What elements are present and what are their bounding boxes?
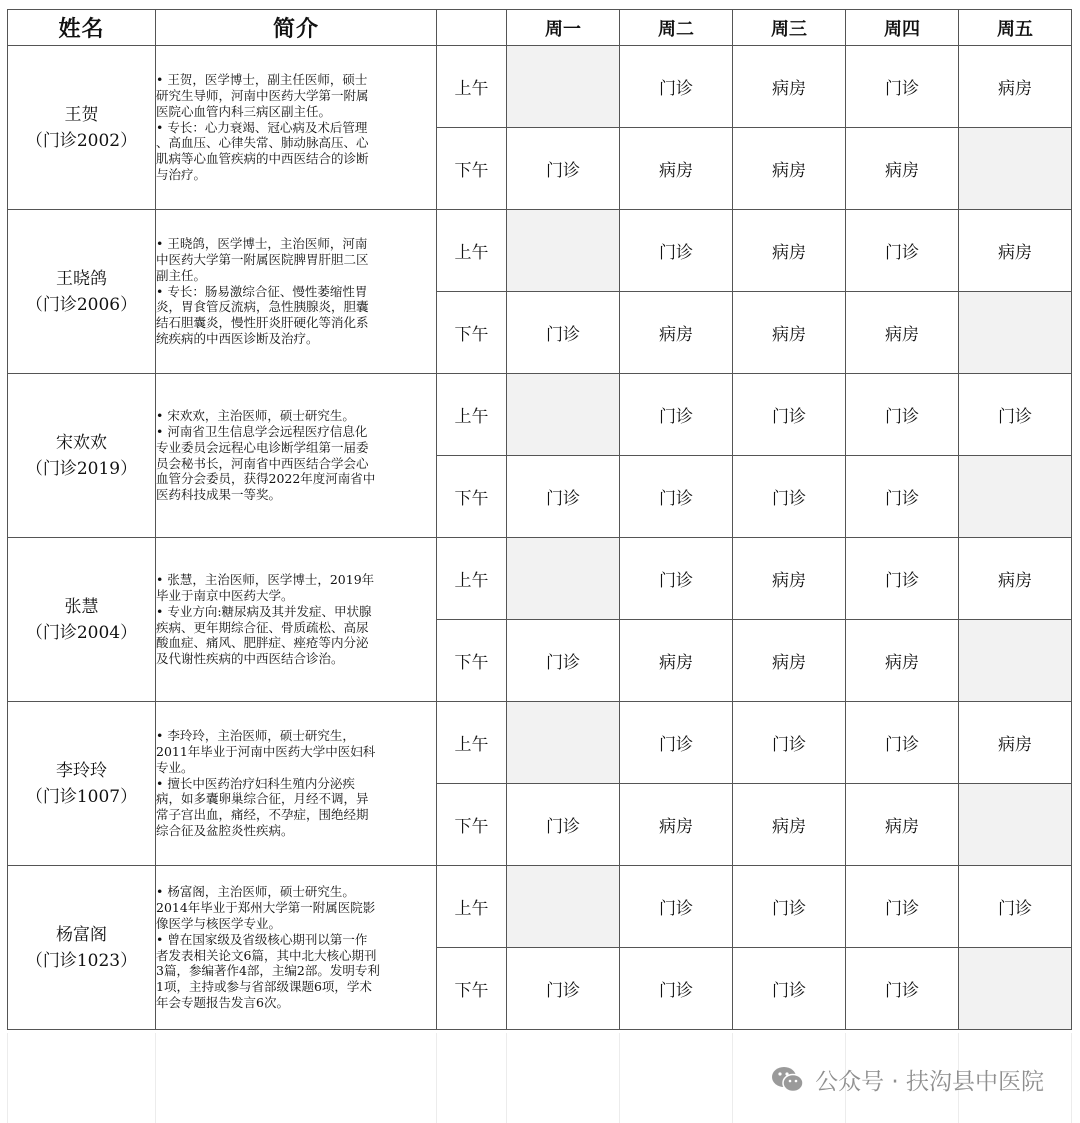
period-am: 上午: [437, 46, 507, 128]
intro-line: 2014年毕业于郑州大学第一附属医院影: [156, 900, 376, 916]
header-row: [8, 10, 1072, 46]
doctor-name: 杨富阁: [56, 924, 107, 945]
period-pm: 下午: [437, 784, 507, 866]
schedule-cell: 门诊: [507, 948, 620, 1030]
intro-line: 者发表相关论文6篇，其中北大核心期刊: [156, 947, 377, 963]
intro-line: 及代谢性疾病的中西医结合诊治。: [156, 651, 344, 667]
schedule-cell: [959, 456, 1072, 538]
doctor-room: （门诊2006）: [25, 294, 138, 315]
schedule-cell: 病房: [733, 210, 846, 292]
intro-line: 像医学与核医学专业。: [156, 915, 282, 931]
intro-line: 结石胆囊炎，慢性肝炎肝硬化等消化系: [156, 315, 369, 331]
schedule-cell: 门诊: [733, 948, 846, 1030]
doctor-room: （门诊2002）: [25, 130, 138, 151]
intro-line: • 专业方向:糖尿病及其并发症、甲状腺: [156, 603, 372, 619]
watermark-text: 公众号 · 扶沟县中医院: [815, 1069, 1044, 1095]
schedule-cell: 门诊: [846, 866, 959, 948]
intro-line: 酸血症、痛风、肥胖症、痤疮等内分泌: [156, 635, 369, 651]
doctor-room: （门诊2004）: [25, 622, 138, 643]
schedule-cell: [959, 128, 1072, 210]
wechat-icon: [771, 1065, 805, 1095]
header-day-tue: 周二: [620, 10, 733, 46]
schedule-cell: 门诊: [846, 702, 959, 784]
intro-line: • 擅长中医药治疗妇科生殖内分泌疾: [156, 775, 355, 791]
schedule-cell: 门诊: [507, 128, 620, 210]
schedule-cell: 病房: [733, 128, 846, 210]
doctor-room: （门诊1007）: [25, 786, 138, 807]
period-am: 上午: [437, 538, 507, 620]
doctor-intro: [156, 374, 437, 538]
intro-line: 肌病等心血管疾病的中西医结合的诊断: [156, 151, 369, 167]
schedule-cell: 门诊: [507, 292, 620, 374]
intro-line: • 专长：心力衰竭、冠心病及术后管理: [156, 119, 368, 135]
intro-line: 疾病、更年期综合征、骨质疏松、高尿: [156, 619, 369, 635]
doctor-row-am: [8, 374, 1072, 456]
intro-line: • 杨富阁，主治医师，硕士研究生。: [156, 884, 355, 900]
intro-line: • 专长：肠易激综合征、慢性萎缩性胃: [156, 283, 368, 299]
intro-line: • 河南省卫生信息学会远程医疗信息化: [156, 423, 368, 439]
intro-line: 医药科技成果一等奖。: [156, 487, 282, 503]
schedule-cell: 病房: [959, 210, 1072, 292]
schedule-body: [8, 46, 1072, 1030]
header-day-thu: 周四: [846, 10, 959, 46]
doctor-room: （门诊1023）: [25, 950, 138, 971]
header-name: 姓名: [8, 10, 156, 46]
schedule-cell: 门诊: [733, 866, 846, 948]
period-am: 上午: [437, 210, 507, 292]
doctor-row-am: [8, 210, 1072, 292]
schedule-cell: 病房: [846, 784, 959, 866]
header-day-mon: 周一: [507, 10, 620, 46]
schedule-cell: 病房: [733, 784, 846, 866]
schedule-cell: 病房: [959, 538, 1072, 620]
intro-line: • 王贺，医学博士，副主任医师，硕士: [156, 72, 368, 88]
doctor-intro: [156, 46, 437, 210]
schedule-cell: 病房: [620, 128, 733, 210]
schedule-cell: 门诊: [846, 46, 959, 128]
intro-line: 与治疗。: [156, 166, 207, 182]
doctor-row-am: [8, 46, 1072, 128]
intro-line: 中医药大学第一附属医院脾胃肝胆二区: [156, 252, 369, 267]
intro-line: 综合征及盆腔炎性疾病。: [156, 822, 294, 838]
schedule-cell: 门诊: [620, 46, 733, 128]
intro-line: 、高血压、心律失常、肺动脉高压、心: [156, 135, 369, 151]
schedule-cell: 门诊: [507, 620, 620, 702]
intro-line: • 宋欢欢，主治医师，硕士研究生。: [156, 408, 355, 424]
schedule-cell: [507, 46, 620, 128]
schedule-cell: [959, 784, 1072, 866]
schedule-cell: 门诊: [620, 538, 733, 620]
doctor-intro: [156, 210, 437, 374]
intro-line: • 曾在国家级及省级核心期刊以第一作: [156, 931, 368, 947]
intro-line: 副主任。: [156, 267, 207, 283]
intro-line: 常子宫出血，痛经，不孕症，围绝经期: [156, 807, 369, 823]
schedule-cell: 病房: [620, 620, 733, 702]
schedule-table: [7, 9, 1072, 1030]
header-day-fri: 周五: [959, 10, 1072, 46]
schedule-cell: [959, 620, 1072, 702]
intro-line: • 李玲玲，主治医师，硕士研究生，: [156, 728, 355, 744]
doctor-name-cell: [8, 538, 156, 702]
header-day-wed: 周三: [733, 10, 846, 46]
doctor-row-am: [8, 538, 1072, 620]
schedule-cell: [507, 210, 620, 292]
schedule-cell: 门诊: [846, 210, 959, 292]
schedule-cell: [959, 292, 1072, 374]
period-am: 上午: [437, 866, 507, 948]
intro-line: 1项，主持或参与省部级课题6项，学术: [156, 979, 372, 995]
doctor-name-cell: [8, 374, 156, 538]
intro-line: 员会秘书长，河南省中西医结合学会心: [156, 455, 369, 471]
doctor-intro: [156, 866, 437, 1030]
doctor-name-cell: [8, 46, 156, 210]
schedule-cell: [959, 948, 1072, 1030]
doctor-intro: [156, 538, 437, 702]
schedule-cell: 病房: [620, 784, 733, 866]
period-am: 上午: [437, 702, 507, 784]
schedule-cell: 门诊: [959, 866, 1072, 948]
intro-line: 毕业于南京中医药大学。: [156, 587, 294, 603]
schedule-cell: [507, 374, 620, 456]
schedule-cell: [507, 866, 620, 948]
schedule-cell: 门诊: [733, 456, 846, 538]
schedule-cell: 门诊: [507, 456, 620, 538]
schedule-cell: 病房: [733, 292, 846, 374]
watermark: [771, 1063, 1044, 1096]
schedule-cell: 门诊: [846, 374, 959, 456]
schedule-cell: 门诊: [846, 538, 959, 620]
intro-line: 专业。: [156, 759, 194, 775]
intro-line: 研究生导师，河南中医药大学第一附属: [156, 88, 369, 103]
schedule-cell: 病房: [620, 292, 733, 374]
intro-line: 2011年毕业于河南中医药大学中医妇科: [156, 744, 376, 759]
doctor-row-am: [8, 702, 1072, 784]
schedule-cell: 门诊: [733, 702, 846, 784]
schedule-cell: 病房: [733, 46, 846, 128]
doctor-intro: [156, 702, 437, 866]
doctor-name-cell: [8, 702, 156, 866]
schedule-cell: 病房: [959, 46, 1072, 128]
schedule-cell: 病房: [733, 620, 846, 702]
schedule-cell: 病房: [846, 292, 959, 374]
doctor-name: 王晓鸽: [56, 268, 107, 289]
schedule-cell: 门诊: [620, 702, 733, 784]
intro-line: • 张慧，主治医师，医学博士，2019年: [156, 572, 375, 588]
schedule-cell: 病房: [959, 702, 1072, 784]
schedule-cell: 门诊: [846, 948, 959, 1030]
intro-line: • 王晓鸽，医学博士，主治医师，河南: [156, 236, 368, 252]
doctor-name: 宋欢欢: [56, 432, 107, 453]
intro-line: 统疾病的中西医诊断及治疗。: [156, 330, 319, 346]
schedule-cell: 病房: [733, 538, 846, 620]
period-pm: 下午: [437, 292, 507, 374]
doctor-name: 李玲玲: [56, 760, 107, 781]
intro-line: 年会专题报告发言6次。: [156, 994, 289, 1010]
period-pm: 下午: [437, 948, 507, 1030]
period-am: 上午: [437, 374, 507, 456]
schedule-cell: 门诊: [846, 456, 959, 538]
intro-line: 炎，胃食管反流病，急性胰腺炎，胆囊: [156, 299, 369, 315]
intro-line: 医院心血管内科三病区副主任。: [156, 103, 332, 119]
schedule-cell: 门诊: [733, 374, 846, 456]
schedule-cell: [507, 702, 620, 784]
schedule-cell: 病房: [846, 128, 959, 210]
schedule-cell: 门诊: [507, 784, 620, 866]
header-intro: 简介: [156, 10, 437, 46]
schedule-cell: 病房: [846, 620, 959, 702]
doctor-name-cell: [8, 866, 156, 1030]
doctor-name: 张慧: [64, 596, 99, 617]
intro-line: 血管分会委员，获得2022年度河南省中: [156, 471, 376, 487]
schedule-cell: 门诊: [959, 374, 1072, 456]
intro-line: 3篇，参编著作4部，主编2部。发明专利: [156, 963, 380, 979]
schedule-cell: 门诊: [620, 374, 733, 456]
doctor-name-cell: [8, 210, 156, 374]
doctor-room: （门诊2019）: [25, 458, 138, 479]
doctor-row-am: [8, 866, 1072, 948]
period-pm: 下午: [437, 456, 507, 538]
schedule-cell: 门诊: [620, 210, 733, 292]
intro-line: 专业委员会远程心电诊断学组第一届委: [156, 439, 369, 455]
intro-line: 病，如多囊卵巢综合征，月经不调，异: [156, 791, 369, 807]
period-pm: 下午: [437, 128, 507, 210]
period-pm: 下午: [437, 620, 507, 702]
schedule-cell: 门诊: [620, 456, 733, 538]
schedule-cell: [507, 538, 620, 620]
doctor-name: 王贺: [64, 104, 99, 125]
header-period: [437, 10, 507, 46]
schedule-cell: 门诊: [620, 866, 733, 948]
schedule-cell: 门诊: [620, 948, 733, 1030]
